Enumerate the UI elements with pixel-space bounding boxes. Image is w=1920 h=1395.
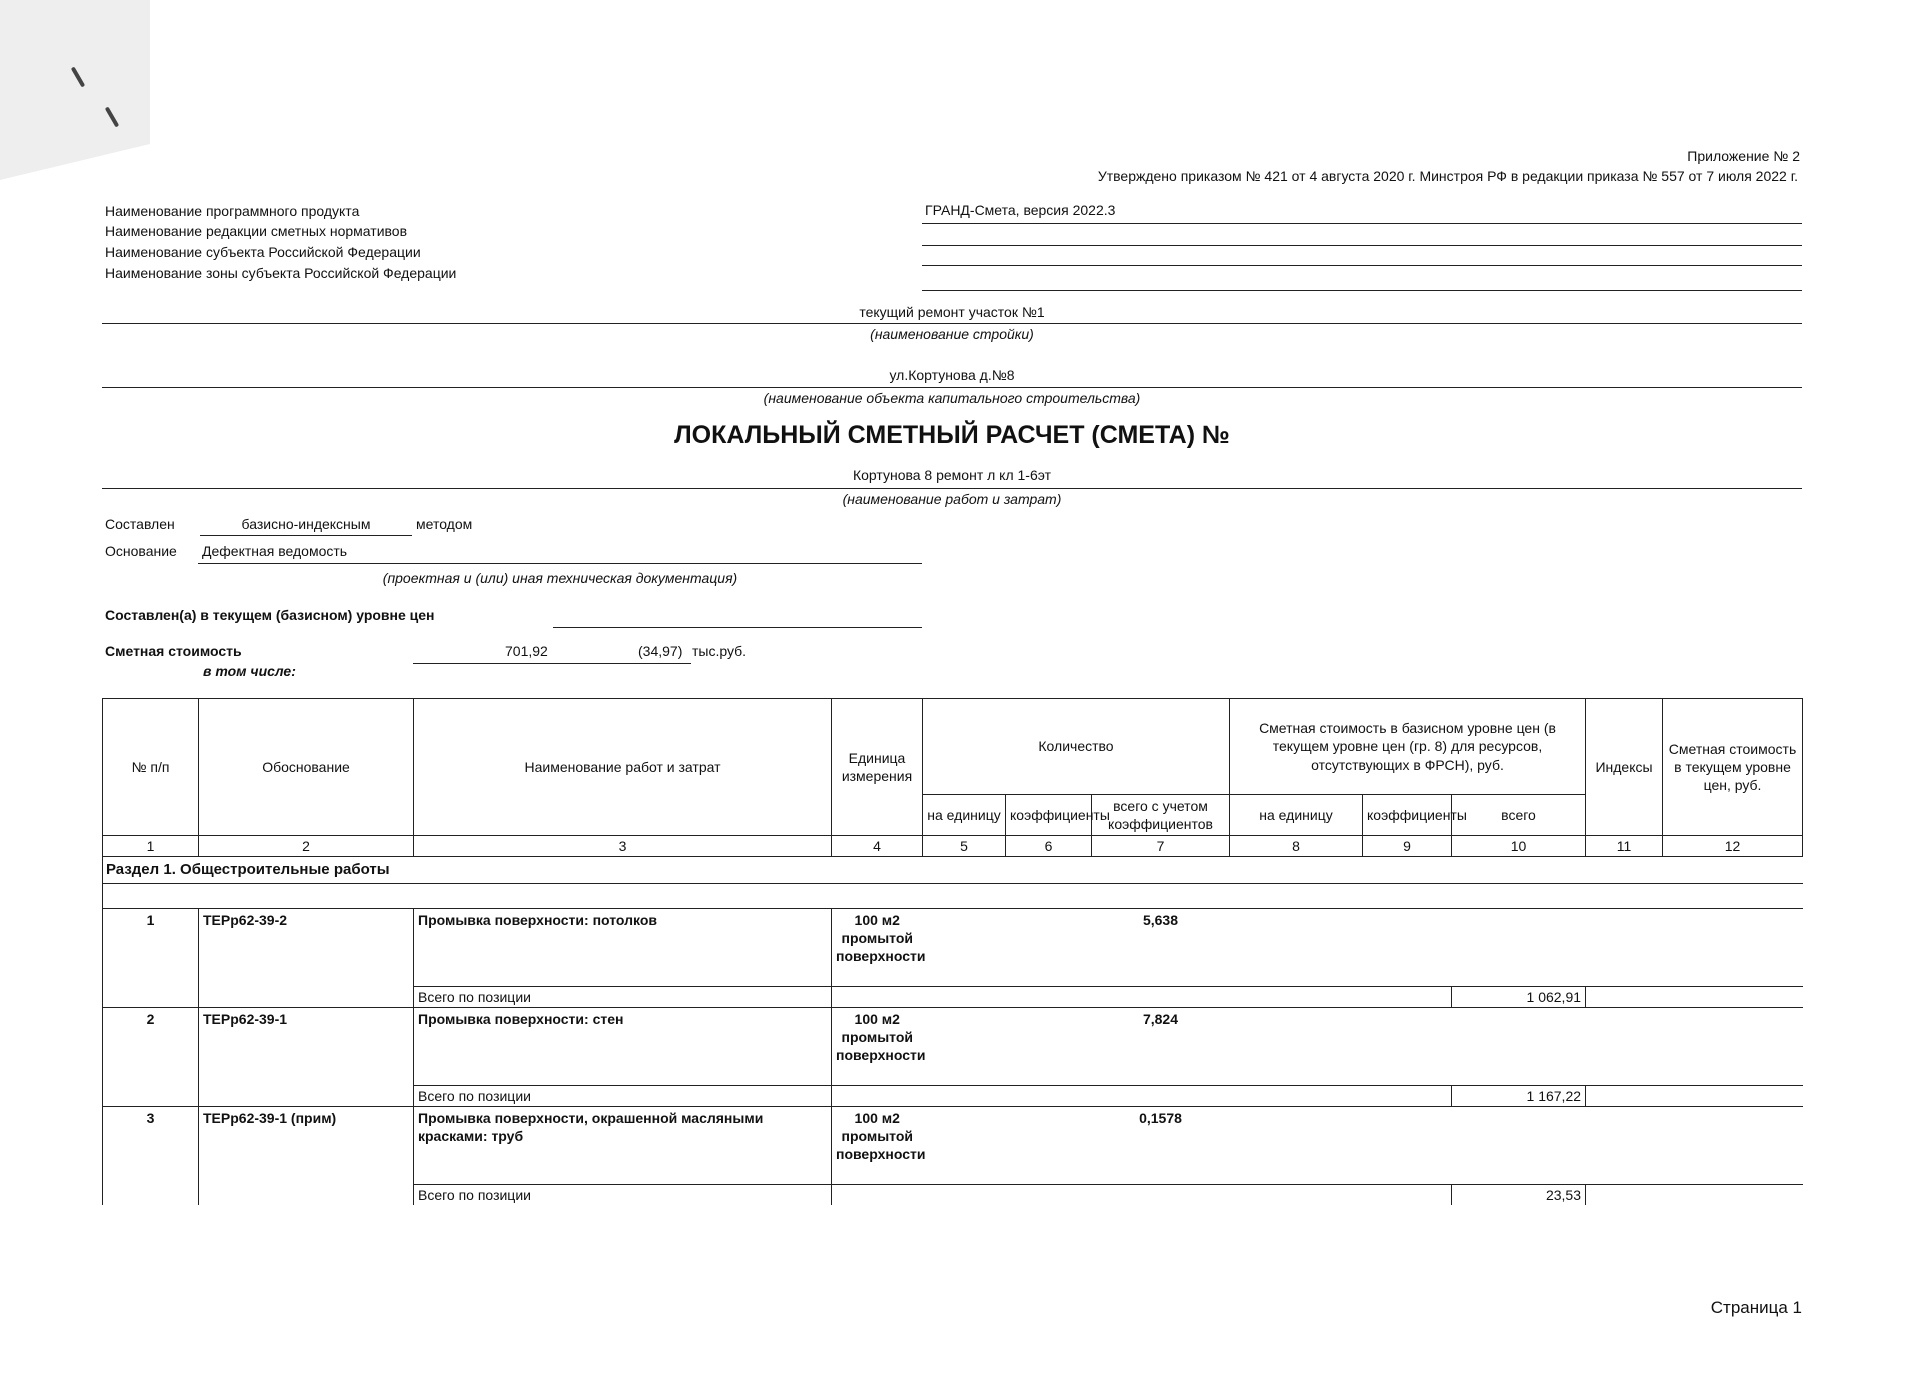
underline [922,290,1802,291]
header-base-cost: Сметная стоимость в базисном уровне цен (в текущем уровне цен (гр. 8) для ресурсов, отсутствующих в ФРСН), руб. [1230,699,1586,795]
software-value: ГРАНД-Смета, версия 2022.3 [925,202,1116,218]
row-qty: 5,638 [1142,911,1179,928]
meta-label-subject: Наименование субъекта Российской Федерации [105,244,421,260]
row-total-value: 1 167,22 [1452,1085,1586,1106]
header-qty-total: всего с учетом коэффициентов [1092,795,1230,836]
works-caption: (наименование работ и затрат) [842,491,1062,507]
header-qty-per-unit: на единицу [923,795,1006,836]
row-code: ТЕРр62-39-1 (прим) [199,1106,414,1205]
row-qty: 7,824 [1142,1010,1179,1027]
col-number: 10 [1452,836,1586,857]
row-unit: 100 м2 промытой поверхности [832,908,923,986]
section-title: Раздел 1. Общестроительные работы [103,857,1803,884]
underline [922,265,1802,266]
underline [102,323,1802,324]
row-unit: 100 м2 промытой поверхности [832,1106,923,1184]
spacer-row [103,883,1803,908]
row-code: ТЕРр62-39-1 [199,1007,414,1106]
row-num: 3 [103,1106,199,1205]
col-number: 12 [1663,836,1803,857]
row-total-label: Всего по позиции [414,1184,832,1205]
header-quantity: Количество [923,699,1230,795]
underline [922,223,1802,224]
row-total-label: Всего по позиции [414,1085,832,1106]
col-number: 5 [923,836,1006,857]
appendix-number: Приложение № 2 [1687,148,1800,164]
row-num: 1 [103,908,199,1007]
col-number: 9 [1363,836,1452,857]
approval-text: Утверждено приказом № 421 от 4 августа 2020 г. Минстроя РФ в редакции приказа № 557 от 7 июля 2022 г. [1097,168,1798,184]
header-num: № п/п [103,699,199,836]
col-number: 2 [199,836,414,857]
cost-value: 701,92 [505,643,548,659]
col-number: 4 [832,836,923,857]
object-name: ул.Кортунова д.№8 [889,367,1015,383]
col-number: 1 [103,836,199,857]
col-number: 8 [1230,836,1363,857]
row-qty: 0,1578 [1139,1109,1182,1126]
works-name: Кортунова 8 ремонт л кл 1-6эт [852,467,1052,483]
col-number: 11 [1586,836,1663,857]
row-num: 2 [103,1007,199,1106]
method-value: базисно-индексным [241,516,371,532]
row-total-label: Всего по позиции [414,986,832,1007]
estimate-table [102,698,1803,1205]
underline [553,627,922,628]
row-name: Промывка поверхности: стен [414,1007,832,1085]
basis-label: Основание [105,543,177,559]
method-suffix: методом [416,516,473,532]
col-number: 3 [414,836,832,857]
row-name: Промывка поверхности, окрашенной масляными красками: труб [414,1106,832,1184]
document-title: ЛОКАЛЬНЫЙ СМЕТНЫЙ РАСЧЕТ (СМЕТА) № [674,421,1230,449]
header-unit: Единица измерения [832,699,923,836]
underline [102,387,1802,388]
meta-label-norms: Наименование редакции сметных нормативов [105,223,408,239]
including-label: в том числе: [203,663,296,679]
doc-caption: (проектная и (или) иная техническая документация) [382,570,738,586]
basis-value: Дефектная ведомость [202,543,348,559]
construction-name: текущий ремонт участок №1 [859,304,1045,320]
underline [198,563,922,564]
underline [413,663,691,664]
col-number: 6 [1006,836,1092,857]
cost-unit: тыс.руб. [692,643,747,659]
meta-label-zone: Наименование зоны субъекта Российской Федерации [105,265,457,281]
composed-label: Составлен [105,516,175,532]
underline [102,488,1802,489]
construction-caption: (наименование стройки) [870,326,1034,342]
table-row [103,908,1803,986]
header-current-cost: Сметная стоимость в текущем уровне цен, руб. [1663,699,1803,836]
header-basis: Обоснование [199,699,414,836]
header-name: Наименование работ и затрат [414,699,832,836]
cost-base: (34,97) [638,643,683,659]
header-cost-coef: коэффициенты [1363,795,1452,836]
header-cost-total: всего [1452,795,1586,836]
header-cost-per-unit: на единицу [1230,795,1363,836]
row-code: ТЕРр62-39-2 [199,908,414,1007]
cost-label: Сметная стоимость [105,643,242,659]
row-total-value: 23,53 [1452,1184,1586,1205]
col-number: 7 [1092,836,1230,857]
table-row [103,1007,1803,1085]
table-row [103,1106,1803,1184]
folded-corner [0,0,150,180]
underline [922,245,1802,246]
header-indexes: Индексы [1586,699,1663,836]
page-number: Страница 1 [1710,1298,1802,1317]
underline [200,535,412,536]
object-caption: (наименование объекта капитального строительства) [763,390,1141,406]
meta-label-software: Наименование программного продукта [105,203,360,219]
header-qty-coef: коэффициенты [1006,795,1092,836]
price-level-label: Составлен(а) в текущем (базисном) уровне цен [105,607,435,623]
row-name: Промывка поверхности: потолков [414,908,832,986]
row-total-value: 1 062,91 [1452,986,1586,1007]
row-unit: 100 м2 промытой поверхности [832,1007,923,1085]
